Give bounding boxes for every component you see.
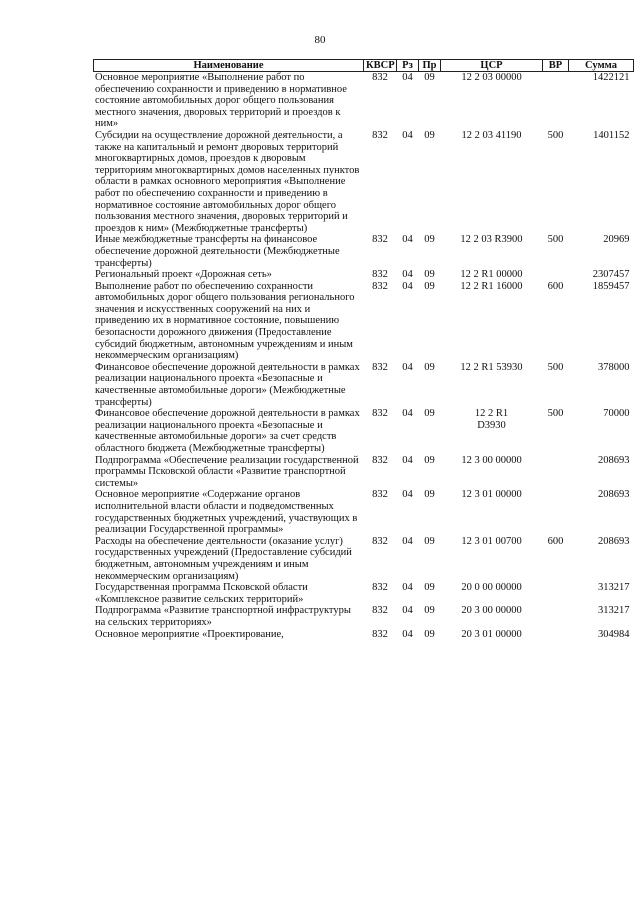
row-vr xyxy=(543,605,569,628)
table-row xyxy=(94,582,634,605)
row-kvsr: 832 xyxy=(372,129,388,141)
row-sum: 208693 xyxy=(598,535,630,547)
row-rz: 04 xyxy=(402,234,413,246)
table-header-row xyxy=(94,60,634,72)
row-sum: 1422121 xyxy=(592,72,630,83)
row-sum: 2307457 xyxy=(592,269,630,281)
row-name: Подпрограмма «Обеспечение реализации государственной программы Псковской области «Развитие транспортной системы» xyxy=(95,454,359,489)
row-vr xyxy=(543,455,569,490)
row-pr: 09 xyxy=(424,408,435,420)
row-rz: 04 xyxy=(402,408,413,420)
row-csr: 12 2 R1 16000 xyxy=(460,280,523,292)
row-pr: 09 xyxy=(424,454,435,466)
row-sum: 378000 xyxy=(598,361,630,373)
row-rz: 04 xyxy=(402,361,413,373)
row-csr: 20 3 01 00000 xyxy=(461,628,522,640)
table-row xyxy=(94,408,634,454)
table-row xyxy=(94,281,634,362)
row-rz: 04 xyxy=(402,535,413,547)
row-pr: 09 xyxy=(424,605,435,617)
row-csr: 12 2 03 R3900 xyxy=(460,234,523,246)
header-sum: Сумма xyxy=(569,60,634,72)
row-sum: 1401152 xyxy=(593,129,630,141)
row-kvsr: 832 xyxy=(372,72,388,83)
table-row xyxy=(94,362,634,408)
row-csr: 12 3 00 00000 xyxy=(461,454,522,466)
row-vr: 500 xyxy=(547,408,564,420)
row-vr: 500 xyxy=(547,129,564,141)
row-csr: 12 3 01 00700 xyxy=(461,535,522,547)
header-rz: Рз xyxy=(397,60,419,72)
row-name: Государственная программа Псковской области «Комплексное развитие сельских территорий» xyxy=(95,582,308,605)
row-kvsr: 832 xyxy=(372,582,388,594)
row-csr: 12 2 03 00000 xyxy=(461,72,522,83)
row-vr: 600 xyxy=(547,280,564,292)
row-csr: 12 3 01 00000 xyxy=(461,489,522,501)
row-sum: 208693 xyxy=(598,454,630,466)
row-kvsr: 832 xyxy=(372,454,388,466)
row-csr: 12 2 R1 53930 xyxy=(460,361,523,373)
row-vr: 500 xyxy=(547,234,564,246)
table-row xyxy=(94,536,634,582)
header-kvsr: КВСР xyxy=(364,60,397,72)
row-kvsr: 832 xyxy=(372,605,388,617)
row-rz: 04 xyxy=(402,129,413,141)
row-kvsr: 832 xyxy=(372,489,388,501)
row-name: Региональный проект «Дорожная сеть» xyxy=(95,269,272,281)
row-csr: 20 0 00 00000 xyxy=(461,582,522,594)
row-kvsr: 832 xyxy=(372,361,388,373)
header-name: Наименование xyxy=(94,60,364,72)
row-rz: 04 xyxy=(402,269,413,281)
table-row xyxy=(94,629,634,641)
row-sum: 304984 xyxy=(598,628,630,640)
row-pr: 09 xyxy=(424,129,435,141)
header-csr: ЦСР xyxy=(441,60,543,72)
row-csr: 12 2 R1 00000 xyxy=(460,269,523,281)
table-row xyxy=(94,130,634,234)
table-row xyxy=(94,489,634,535)
row-name: Подпрограмма «Развитие транспортной инфраструктуры на сельских территориях» xyxy=(95,605,351,628)
row-name: Иные межбюджетные трансферты на финансовое обеспечение дорожной деятельности (Межбюджетные трансферты) xyxy=(95,234,340,269)
row-csr: 20 3 00 00000 xyxy=(461,605,522,617)
row-vr: 600 xyxy=(547,535,564,547)
row-sum: 20969 xyxy=(603,234,630,246)
row-kvsr: 832 xyxy=(372,280,388,292)
row-name: Финансовое обеспечение дорожной деятельности в рамках реализации национального проекта «Безопасные и качественные автомобильные дороги» (Межбюджетные трансферты) xyxy=(95,361,360,408)
row-sum: 313217 xyxy=(598,605,630,617)
row-kvsr: 832 xyxy=(372,628,388,640)
row-name: Основное мероприятие «Выполнение работ по обеспечению сохранности и приведению в нормативное состояние автомобильных дорог общего пользования местного значения, дворовых территорий и проездов к ним» xyxy=(95,72,347,130)
table-row xyxy=(94,605,634,628)
row-rz: 04 xyxy=(402,72,413,83)
row-vr xyxy=(543,582,569,605)
table-row xyxy=(94,234,634,269)
table-row xyxy=(94,269,634,281)
row-pr: 09 xyxy=(424,234,435,246)
row-name: Финансовое обеспечение дорожной деятельности в рамках реализации национального проекта «Безопасные и качественные автомобильные дороги» за счет средств областного бюджета (Межбюджетные трансферты) xyxy=(95,408,360,454)
row-name: Основное мероприятие «Содержание органов исполнительной власти области и подведомственных государственных бюджетных учреждений, участвующих в реализации Государственной программы» xyxy=(95,489,358,536)
row-vr: 500 xyxy=(547,361,564,373)
row-pr: 09 xyxy=(424,582,435,594)
header-pr: Пр xyxy=(419,60,441,72)
table-row xyxy=(94,455,634,490)
row-sum: 70000 xyxy=(603,408,630,420)
row-rz: 04 xyxy=(402,628,413,640)
row-pr: 09 xyxy=(424,535,435,547)
row-name: Расходы на обеспечение деятельности (оказание услуг) государственных учреждений (Предоставление субсидий бюджетным, автономным учреждениям и иным некоммерческим организациям) xyxy=(95,535,352,582)
header-vr: ВР xyxy=(543,60,569,72)
row-vr xyxy=(543,489,569,535)
page-number: 80 xyxy=(314,34,326,46)
row-vr xyxy=(543,629,569,641)
row-csr: 12 2 R1 D3930 xyxy=(474,408,509,431)
row-vr xyxy=(543,72,569,130)
row-rz: 04 xyxy=(402,582,413,594)
row-pr: 09 xyxy=(424,280,435,292)
row-name: Основное мероприятие «Проектирование, xyxy=(95,628,284,640)
row-rz: 04 xyxy=(402,454,413,466)
row-rz: 04 xyxy=(402,605,413,617)
budget-table xyxy=(93,59,634,640)
row-rz: 04 xyxy=(402,280,413,292)
row-rz: 04 xyxy=(402,489,413,501)
row-vr xyxy=(543,269,569,281)
row-pr: 09 xyxy=(424,72,435,83)
row-name: Субсидии на осуществление дорожной деятельности, а также на капитальный и ремонт дворовых территорий многоквартирных домов, проездов к дворовым территориям многоквартирных домов населенных пунктов области в рамках основного мероприятия «Выполнение работ по обеспечению сохранности и приведению в нормативное состояние автомобильных дорог общего пользования местного значения, дворовых территорий и проездов к ним» (Межбюджетные трансферты) xyxy=(95,129,360,234)
row-csr: 12 2 03 41190 xyxy=(461,129,522,141)
row-kvsr: 832 xyxy=(372,269,388,281)
row-sum: 1859457 xyxy=(592,280,630,292)
row-kvsr: 832 xyxy=(372,234,388,246)
row-kvsr: 832 xyxy=(372,408,388,420)
row-sum: 208693 xyxy=(598,489,630,501)
row-sum: 313217 xyxy=(598,582,630,594)
row-pr: 09 xyxy=(424,361,435,373)
row-kvsr: 832 xyxy=(372,535,388,547)
row-pr: 09 xyxy=(424,628,435,640)
table-row xyxy=(94,72,634,130)
row-pr: 09 xyxy=(424,269,435,281)
row-pr: 09 xyxy=(424,489,435,501)
row-name: Выполнение работ по обеспечению сохранности автомобильных дорог общего пользования регионального значения и искусственных сооружений на них и приведению их в нормативное состояние, повышению безопасности дорожного движения (Предоставление субсидий бюджетным, автономным учреждениям и иным некоммерческим организациям) xyxy=(95,280,355,362)
